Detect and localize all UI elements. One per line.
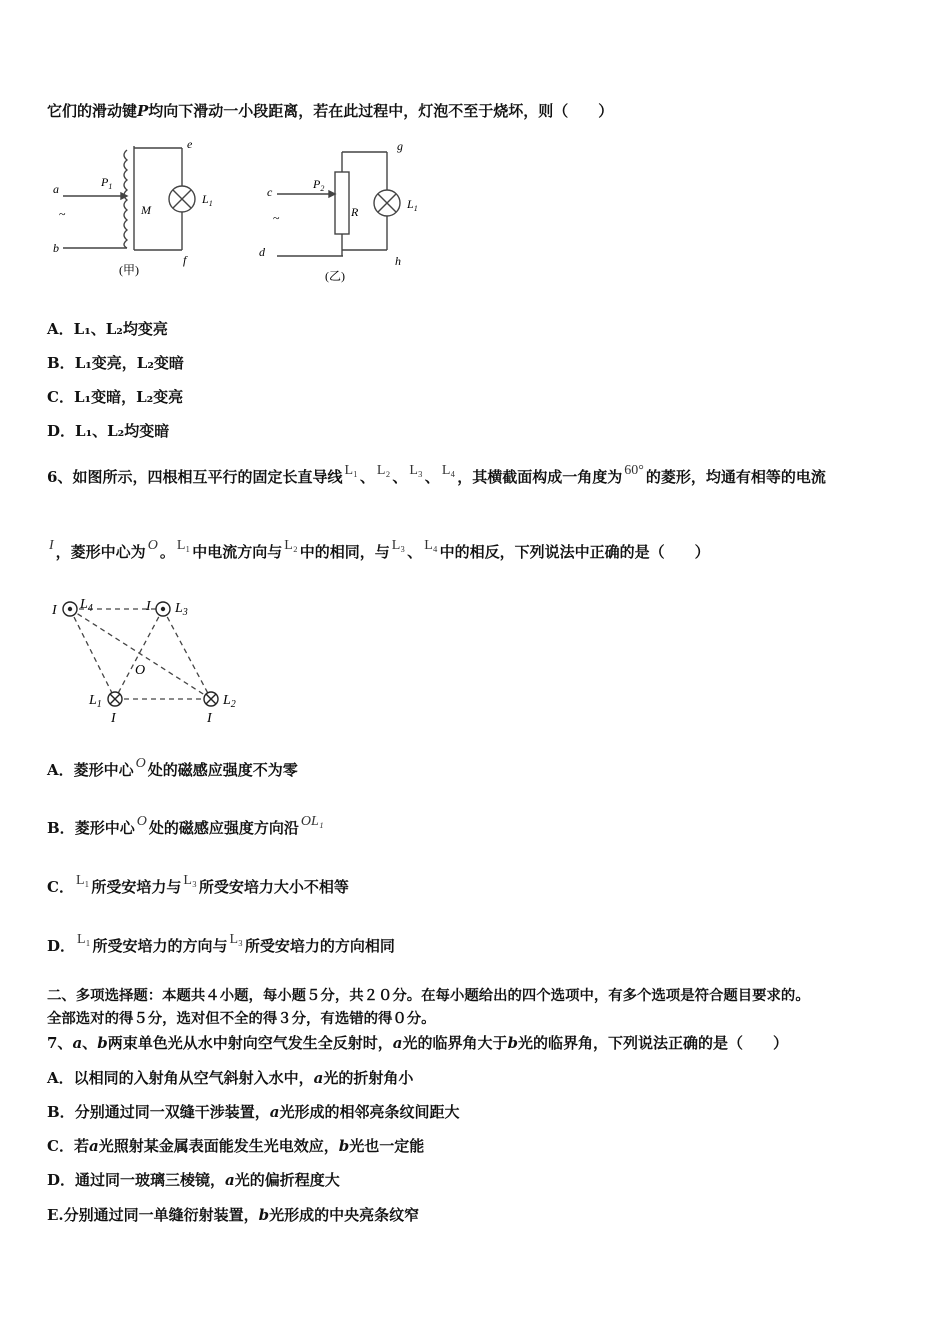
q7-option-c[interactable]: C．若a光照射某金属表面能发生光电效应，b光也一定能 bbox=[47, 1137, 425, 1155]
q6-stem-line1: 6、如图所示，四根相互平行的固定长直导线 L₁ 、 L₂ 、 L₃ 、 L₄ ，其横截面构成一角度为 60° 的菱形，均通有相等的电流 bbox=[47, 463, 826, 486]
q6-option-a[interactable]: A．菱形中心 O 处的磁感应强度不为零 bbox=[47, 756, 298, 779]
fig-L4: $L_4$ bbox=[80, 597, 93, 614]
fig-L1: $L_1$ bbox=[89, 693, 102, 710]
caption-left: (甲) bbox=[119, 263, 139, 277]
q6-option-b[interactable]: B．菱形中心 O 处的磁感应强度方向沿 OL₁ bbox=[47, 814, 324, 837]
q5-option-d[interactable]: D．L₁、L₂均变暗 bbox=[47, 422, 170, 440]
label-h: h bbox=[395, 254, 401, 268]
q5-stem: 它们的滑动键P均向下滑动一小段距离，若在此过程中，灯泡不至于烧坏，则（ ） bbox=[47, 102, 614, 120]
label-P1: $P_1$ bbox=[101, 175, 113, 191]
q7-stem: 7、a、b两束单色光从水中射向空气发生全反射时，a光的临界角大于b光的临界角，下列说法正确的是（ ） bbox=[47, 1034, 788, 1052]
q5-option-b[interactable]: B．L₁变亮，L₂变暗 bbox=[47, 354, 184, 372]
q7-option-b[interactable]: B．分别通过同一双缝干涉装置，a光形成的相邻亮条纹间距大 bbox=[47, 1103, 460, 1121]
fig-I-L1: I bbox=[111, 711, 116, 726]
fig-I-L4: I bbox=[52, 603, 57, 618]
fig-L2: $L_2$ bbox=[223, 693, 236, 710]
fig-O: O bbox=[135, 663, 146, 678]
fig-L3: $L_3$ bbox=[175, 601, 188, 618]
fig-I-L3: I bbox=[146, 599, 151, 614]
q6-option-d[interactable]: D． L₁ 所受安培力的方向与 L₃ 所受安培力的方向相同 bbox=[47, 932, 395, 955]
label-d: d bbox=[259, 245, 265, 259]
q7-option-a[interactable]: A．以相同的入射角从空气斜射入水中，a光的折射角小 bbox=[47, 1069, 414, 1087]
q6-stem-line2: I ，菱形中心为 O 。 L₁ 中电流方向与 L₂ 中的相同，与 L₃ 、 L₄ 中的相反，下列说法中正确的是（ ） bbox=[49, 538, 710, 561]
q6-rhombus-figure bbox=[45, 592, 255, 727]
q5-option-a[interactable]: A．L₁、L₂均变亮 bbox=[47, 320, 168, 338]
label-R: R bbox=[351, 205, 359, 219]
label-b: b bbox=[53, 241, 59, 255]
label-g: g bbox=[397, 139, 403, 153]
fig-I-L2: I bbox=[207, 711, 212, 726]
q5-circuit-figure bbox=[45, 138, 425, 288]
q7-option-e[interactable]: E.分别通过同一单缝衍射装置，b光形成的中央亮条纹窄 bbox=[47, 1206, 420, 1224]
label-P2: $P_2$ bbox=[313, 177, 325, 193]
section2-heading-line1: 二、多项选择题：本题共４小题，每小题５分，共２０分。在每小题给出的四个选项中，有多个选项是符合题目要求的。 bbox=[47, 987, 810, 1004]
section2-heading-line2: 全部选对的得５分，选对但不全的得３分，有选错的得０分。 bbox=[47, 1010, 436, 1027]
label-e: e bbox=[187, 138, 193, 151]
label-c: c bbox=[267, 185, 273, 199]
label-wave-2: ~ bbox=[273, 211, 280, 225]
caption-right: (乙) bbox=[325, 269, 345, 283]
label-wave: ~ bbox=[59, 207, 66, 221]
label-f: f bbox=[183, 253, 187, 267]
label-M: M bbox=[141, 203, 151, 217]
q5-option-c[interactable]: C．L₁变暗，L₂变亮 bbox=[47, 388, 184, 406]
label-a: a bbox=[53, 182, 59, 196]
q6-option-c[interactable]: C． L₁ 所受安培力与 L₃ 所受安培力大小不相等 bbox=[47, 873, 349, 896]
q7-option-d[interactable]: D．通过同一玻璃三棱镜，a光的偏折程度大 bbox=[47, 1171, 340, 1189]
label-L1-right: $L_1$ bbox=[407, 197, 418, 213]
label-L1-left: $L_1$ bbox=[202, 192, 213, 208]
